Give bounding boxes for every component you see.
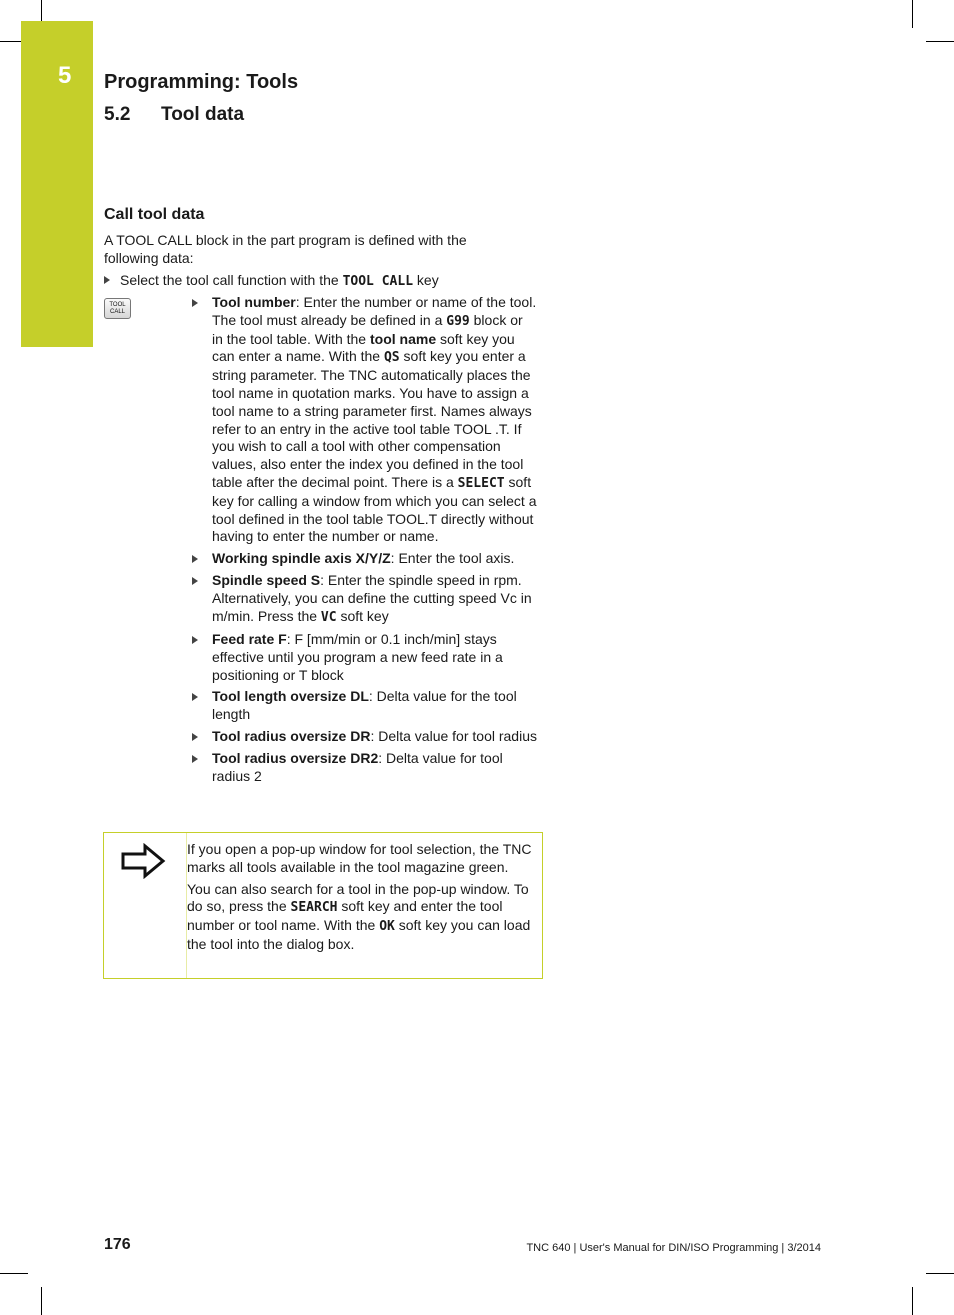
parameter-item [192, 572, 537, 626]
crop-mark [926, 41, 954, 42]
bullet-triangle-icon [192, 755, 198, 763]
arrow-right-icon [121, 843, 167, 879]
parameter-item [192, 294, 537, 546]
bullet-triangle-icon [192, 733, 198, 741]
parameter-text: soft key you can enter a name. With the [212, 330, 515, 365]
parameter-item [192, 550, 537, 568]
parameter-label: Tool length oversize DL [212, 688, 369, 705]
note-text: You can also search for a tool in the pop-up window. To do so, press the [187, 880, 529, 915]
parameter-item [192, 688, 537, 724]
section-title-text: Tool data [161, 104, 245, 125]
parameter-label: Feed rate F [212, 630, 287, 647]
bullet-triangle-icon [192, 636, 198, 644]
crop-mark [41, 0, 42, 21]
key-label-line2: CALL [109, 309, 125, 315]
parameter-text: soft key [336, 607, 389, 624]
parameter-text: : Enter the spindle speed in rpm. Alternatively, you can define the cutting speed Vc in m/min. Press the [212, 572, 532, 624]
parameter-label: Tool number [212, 294, 296, 310]
parameter-text: : F [mm/min or 0.1 inch/min] stays effective until you program a new feed rate in a positioning or T block [212, 630, 503, 683]
note-paragraph: If you open a pop-up window for tool selection, the TNC marks all tools available in the tool magazine green. [187, 841, 532, 875]
tool-call-key-icon [104, 298, 131, 319]
crop-mark [912, 1287, 913, 1315]
bullet-triangle-icon [104, 276, 110, 284]
parameter-label: Spindle speed S [212, 572, 321, 589]
parameter-text: : Enter the tool axis. [390, 550, 515, 567]
step-prefix: Select the tool call function with the [120, 272, 343, 288]
bullet-triangle-icon [192, 577, 198, 585]
note-text: soft key you can load the tool into the dialog box. [187, 917, 531, 952]
note-key-search: SEARCH [290, 900, 338, 916]
parameter-text: block or in the tool table. With the [212, 311, 523, 347]
section-title [104, 104, 244, 126]
note-paragraph [187, 881, 532, 954]
step-key: TOOL CALL [342, 274, 414, 289]
crop-mark [0, 41, 21, 42]
crop-mark [912, 0, 913, 28]
note-text: soft key and enter the tool number or tool name. With the [187, 898, 503, 934]
bullet-triangle-icon [192, 555, 198, 563]
chapter-title: Programming: Tools [104, 71, 299, 93]
chapter-tab [21, 21, 93, 347]
step-instruction [104, 272, 534, 291]
bullet-triangle-icon [192, 693, 198, 701]
note-box [103, 832, 543, 979]
parameter-text: : Enter the number or name of the tool. The tool must already be defined in a [212, 294, 537, 328]
parameter-text: : Delta value for tool radius 2 [212, 750, 503, 785]
key-label-line1: TOOL [109, 302, 126, 308]
parameter-keyword: VC [320, 609, 337, 625]
note-key-ok: OK [379, 919, 395, 935]
crop-mark [0, 1273, 28, 1274]
bullet-triangle-icon [192, 299, 198, 307]
page-number: 176 [104, 1236, 131, 1253]
parameter-label: Tool radius oversize DR2 [212, 750, 379, 767]
footer-text: TNC 640 | User's Manual for DIN/ISO Programming | 3/2014 [526, 1242, 821, 1254]
parameter-text: soft key you enter a string parameter. The TNC automatically places the tool name in quotation marks. You have to assign a tool name to a string parameter first. Names always refer to an entry in the active tool table TOOL .T. If you wish to call a tool with other compensation values, also enter the index you defined in the tool table after the decimal point. There is a [212, 348, 532, 490]
parameter-keyword: QS [383, 350, 400, 366]
parameter-keyword: G99 [446, 313, 470, 329]
parameter-keyword: tool name [369, 330, 437, 347]
step-suffix: key [413, 272, 439, 288]
parameter-item [192, 750, 537, 786]
intro-paragraph: A TOOL CALL block in the part program is defined with the following data: [104, 232, 467, 266]
parameter-item [192, 728, 537, 746]
subsection-heading: Call tool data [104, 206, 205, 223]
section-number: 5.2 [104, 104, 131, 125]
parameter-text: : Delta value for tool radius [370, 728, 537, 745]
note-body [187, 841, 532, 958]
parameter-text: : Delta value for the tool length [212, 688, 517, 723]
parameter-label: Working spindle axis X/Y/Z [212, 550, 391, 567]
parameter-list [192, 294, 537, 790]
chapter-number: 5 [58, 62, 72, 89]
crop-mark [41, 1287, 42, 1315]
crop-mark [926, 1273, 954, 1274]
parameter-item [192, 631, 537, 684]
parameter-keyword: SELECT [457, 475, 505, 491]
parameter-label: Tool radius oversize DR [212, 728, 371, 745]
parameter-text: soft key for calling a window from which you can select a tool defined in the tool table TOOL.T directly without having to enter the number or name. [212, 473, 537, 545]
